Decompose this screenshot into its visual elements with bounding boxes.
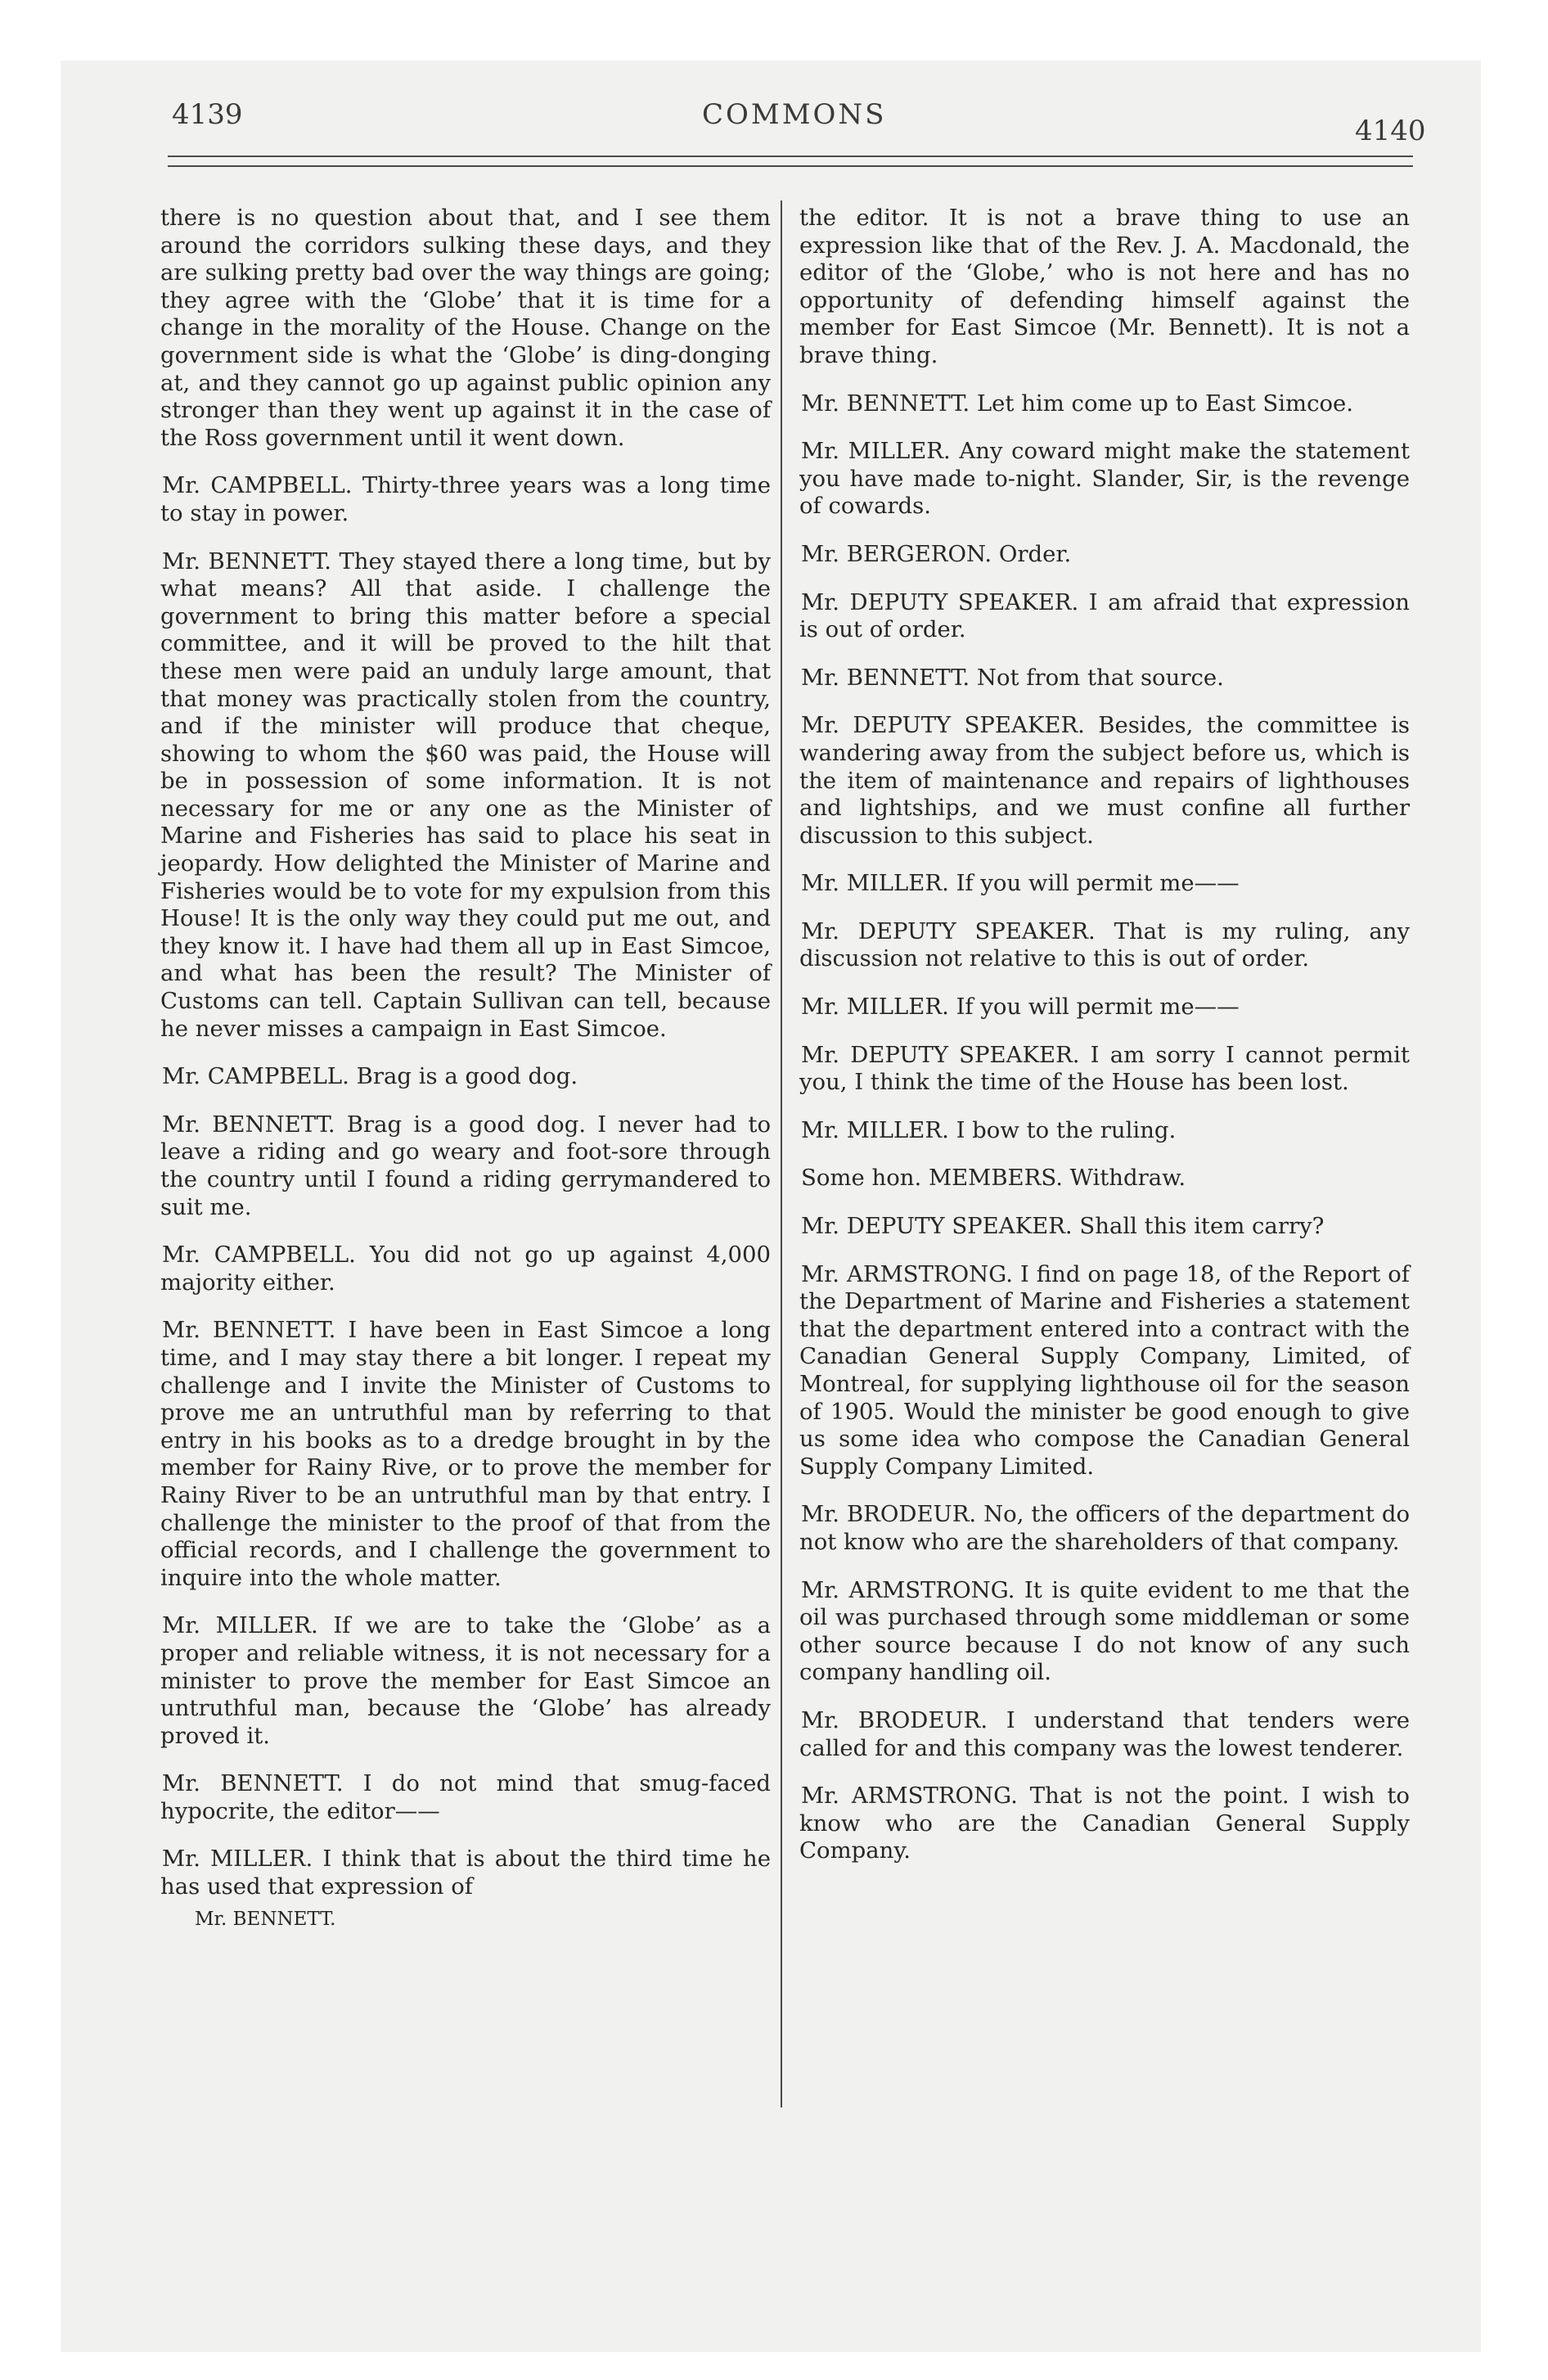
right-column <box>799 205 1410 1886</box>
paragraph: Mr. MILLER. Any coward might make the statement you have made to-night. Slander, Sir, is the revenge of cowards. <box>799 438 1410 520</box>
paragraph: Mr. BENNETT. I have been in East Simcoe a long time, and I may stay there a bit longer. I repeat my challenge and I invite the Minister of Customs to prove me an untruthful man by referring to that entry in his books as to a dredge brought in by the member for Rainy Rive, or to prove the member for Rainy River to be an untruthful man by that entry. I challenge the minister to the proof of that from the official records, and I challenge the government to inquire into the whole matter. <box>160 1317 771 1591</box>
paragraph: Mr. BENNETT. Brag is a good dog. I never had to leave a riding and go weary and foot-sore through the country until I found a riding gerrymandered to suit me. <box>160 1111 771 1220</box>
page-title: COMMONS <box>702 98 887 131</box>
paragraph: Mr. DEPUTY SPEAKER. I am afraid that expression is out of order. <box>799 588 1410 643</box>
paragraph: Mr. DEPUTY SPEAKER. I am sorry I cannot permit you, I think the time of the House has been lost. <box>799 1041 1410 1096</box>
catchword: Mr. BENNETT. <box>195 1908 336 1930</box>
paragraph: Mr. MILLER. I bow to the ruling. <box>801 1116 1177 1143</box>
paragraph: Mr. CAMPBELL. Brag is a good dog. <box>162 1063 578 1090</box>
paragraph: Mr. MILLER. I think that is about the third time he has used that expression of <box>160 1846 771 1900</box>
left-page-number: 4139 <box>172 98 243 131</box>
paragraph: Mr. CAMPBELL. You did not go up against 4,000 majority either. <box>160 1242 771 1296</box>
paragraph: Some hon. MEMBERS. Withdraw. <box>801 1165 1186 1192</box>
paragraph: Mr. DEPUTY SPEAKER. Besides, the committee is wandering away from the subject before us, which is the item of maintenance and repairs of lighthouses and lightships, and we must confine all further discussion to this subject. <box>799 712 1410 849</box>
paragraph: Mr. CAMPBELL. Thirty-three years was a long time to stay in power. <box>160 472 771 526</box>
paragraph: Mr. BENNETT. Let him come up to East Simcoe. <box>801 390 1354 417</box>
paragraph: Mr. DEPUTY SPEAKER. That is my ruling, any discussion not relative to this is out of order. <box>799 917 1410 972</box>
paragraph: Mr. BRODEUR. I understand that tenders were called for and this company was the lowest tenderer. <box>799 1706 1410 1761</box>
paragraph: Mr. MILLER. If we are to take the ‘Globe’ as a proper and reliable witness, it is not necessary for a minister to prove the member for East Simcoe an untruthful man, because the ‘Globe’ has already proved it. <box>160 1612 771 1749</box>
paragraph: Mr. BENNETT. Not from that source. <box>801 664 1224 691</box>
paragraph: Mr. BERGERON. Order. <box>801 540 1072 567</box>
column-divider <box>781 201 782 2107</box>
left-column <box>160 205 771 1954</box>
paragraph: Mr. ARMSTRONG. It is quite evident to me that the oil was purchased through some middleman or some other source because I do not know of any such company handling oil. <box>799 1576 1410 1686</box>
paragraph: Mr. MILLER. If you will permit me—— <box>801 870 1240 897</box>
paragraph: Mr. ARMSTRONG. I find on page 18, of the Report of the Department of Marine and Fisheries a statement that the department entered into a contract with the Canadian General Supply Company, Limited, of Montreal, for supplying lighthouse oil for the season of 1905. Would the minister be good enough to give us some idea who compose the Canadian General Supply Company Limited. <box>799 1260 1410 1480</box>
paragraph: Mr. MILLER. If you will permit me—— <box>801 994 1240 1021</box>
paragraph: Mr. ARMSTRONG. That is not the point. I wish to know who are the Canadian General Supply Company. <box>799 1783 1410 1864</box>
header-rule-top <box>168 156 1413 157</box>
paragraph: Mr. BENNETT. I do not mind that smug-faced hypocrite, the editor—— <box>160 1770 771 1824</box>
header-rule-bottom <box>168 165 1413 167</box>
paragraph: Mr. BENNETT. They stayed there a long time, but by what means? All that aside. I challenge the government to bring this matter before a special committee, and it will be proved to the hilt that these men were paid an unduly large amount, that that money was practically stolen from the country, and if the minister will produce that cheque, showing to whom the $60 was paid, the House will be in possession of some information. It is not necessary for me or any one as the Minister of Marine and Fisheries has said to place his seat in jeopardy. How delighted the Minister of Marine and Fisheries would be to vote for my expulsion from this House! It is the only way they could put me out, and they know it. I have had them all up in East Simcoe, and what has been the result? The Minister of Customs can tell. Captain Sullivan can tell, because he never misses a campaign in East Simcoe. <box>160 548 771 1042</box>
paragraph: the editor. It is not a brave thing to use an expression like that of the Rev. J. A. Macdonald, the editor of the ‘Globe,’ who is not here and has no opportunity of defending himself against the member for East Simcoe (Mr. Bennett). It is not a brave thing. <box>799 205 1410 368</box>
paragraph: Mr. BRODEUR. No, the officers of the department do not know who are the shareholders of that company. <box>799 1501 1410 1555</box>
paragraph: Mr. DEPUTY SPEAKER. Shall this item carry? <box>801 1213 1325 1240</box>
paragraph: there is no question about that, and I see them around the corridors sulking these days, and they are sulking pretty bad over the way things are going; they agree with the ‘Globe’ that it is time for a change in the morality of the House. Change on the government side is what the ‘Globe’ is ding-donging at, and they cannot go up against public opinion any stronger than they went up against it in the case of the Ross government until it went down. <box>160 205 771 451</box>
right-page-number: 4140 <box>1355 115 1426 147</box>
